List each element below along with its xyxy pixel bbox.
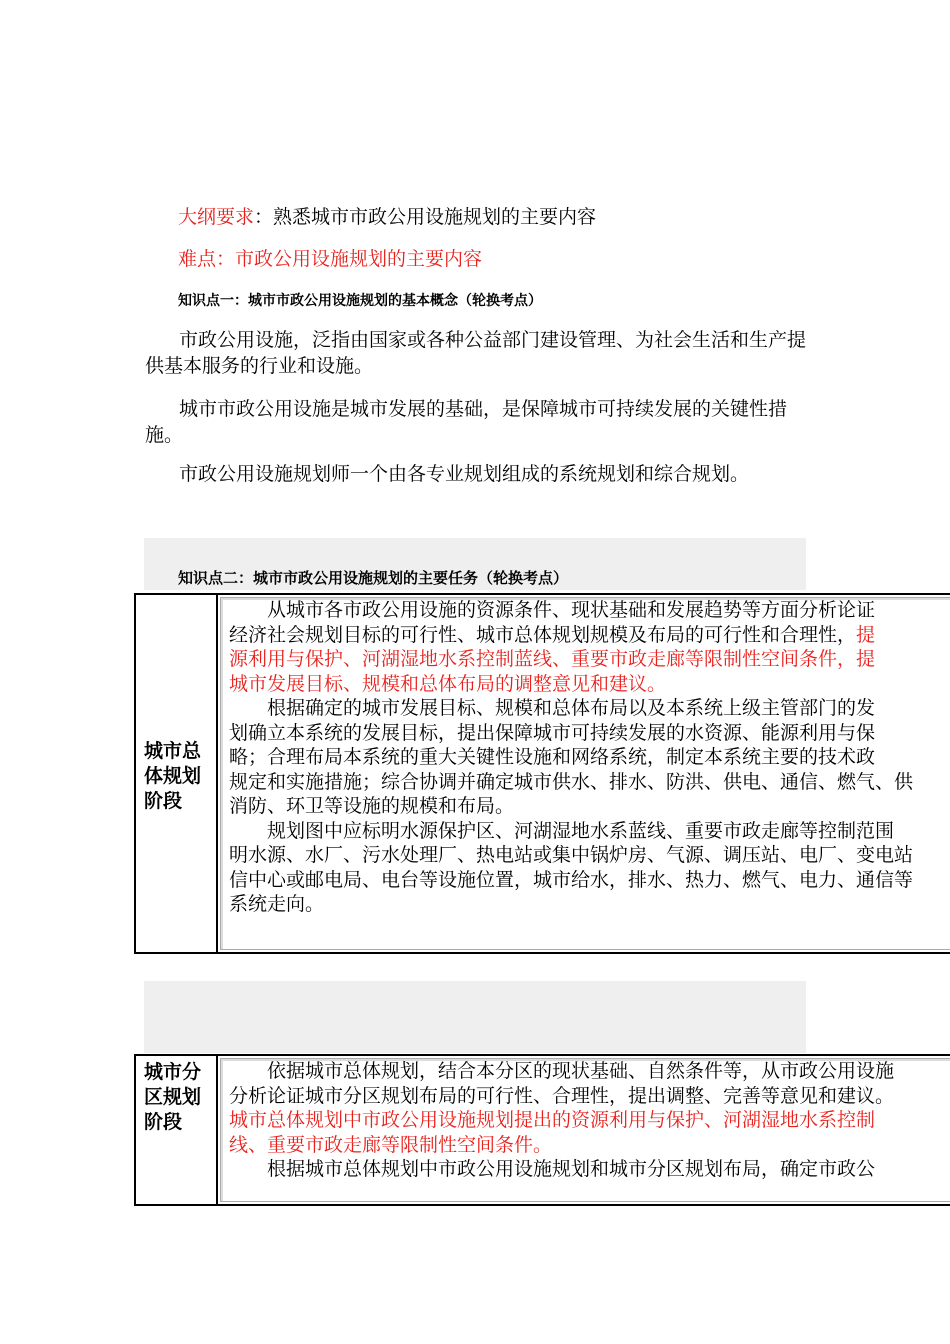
content-line-text: 信中心或邮电局、电台等设施位置，城市给水，排水、热力、燃气、电力、通信等 — [229, 868, 914, 891]
content-line — [221, 868, 950, 893]
syllabus-text: 熟悉城市市政公用设施规划的主要内容 — [273, 206, 597, 228]
content-line — [221, 598, 950, 623]
content-line-text: 经济社会规划目标的可行性、城市总体规划规模及布局的可行性和合理性， — [229, 623, 857, 646]
content-line-text: 根据确定的城市发展目标、规模和总体布局以及本系统上级主管部门的发 — [229, 697, 876, 719]
content-line — [221, 672, 950, 697]
knowledge-point-2-heading: 知识点二：城市市政公用设施规划的主要任务（轮换考点） — [178, 569, 569, 587]
content-line-text: 从城市各市政公用设施的资源条件、现状基础和发展趋势等方面分析论证 — [229, 599, 876, 621]
content-line-text: 依据城市总体规划，结合本分区的现状基础、自然条件等，从市政公用设施 — [229, 1060, 895, 1082]
content-line — [221, 1108, 950, 1133]
content-line-highlight: 源利用与保护、河湖湿地水系控制蓝线、重要市政走廊等限制性空间条件，提 — [229, 648, 876, 670]
kp1-paragraph: 市政公用设施规划师一个由各专业规划组成的系统规划和综合规划。 — [179, 463, 750, 485]
difficulty-line: 难点：市政公用设施规划的主要内容 — [178, 248, 483, 270]
content-line-text: 规划图中应标明水源保护区、河湖湿地水系蓝线、重要市政走廊等控制范围 — [229, 819, 895, 842]
content-line — [221, 1133, 950, 1158]
syllabus-separator: ： — [254, 206, 274, 228]
stage-content-cell — [220, 597, 950, 950]
content-line — [221, 721, 950, 746]
content-line — [221, 1157, 950, 1182]
content-line-text: 根据城市总体规划中市政公用设施规划和城市分区规划布局，确定市政公 — [229, 1158, 876, 1180]
content-line-highlight: 城市总体规划中市政公用设施规划提出的资源利用与保护、河湖湿地水系控制 — [229, 1109, 876, 1131]
kp1-paragraph: 城市市政公用设施是城市发展的基础，是保障城市可持续发展的关键性措施。 — [145, 398, 788, 446]
content-line-text: 划确立本系统的发展目标，提出保障城市可持续发展的水资源、能源利用与保 — [229, 721, 876, 744]
knowledge-point-1-heading: 知识点一：城市市政公用设施规划的基本概念（轮换考点） — [178, 293, 542, 309]
content-line-text: 明水源、水厂、污水处理厂、热电站或集中锅炉房、气源、调压站、电厂、变电站 — [229, 844, 914, 866]
content-line — [221, 843, 950, 868]
district-plan-table — [134, 1054, 950, 1206]
content-line — [221, 1059, 950, 1084]
content-line-text: 分析论证城市分区规划布局的可行性、合理性，提出调整、完善等意见和建议。 — [229, 1084, 895, 1107]
content-line-text: 系统走向。 — [229, 893, 325, 915]
content-line-highlight: 线、重要市政走廊等限制性空间条件。 — [229, 1133, 553, 1156]
syllabus-requirement — [178, 202, 596, 229]
content-line-text: 略；合理布局本系统的重大关键性设施和网络系统，制定本系统主要的技术政 — [229, 746, 876, 768]
content-line — [221, 647, 950, 672]
content-line-highlight: 城市发展目标、规模和总体布局的调整意见和建议。 — [229, 672, 667, 695]
content-line — [221, 745, 950, 770]
shaded-block — [144, 981, 806, 1053]
content-line — [221, 794, 950, 819]
content-line — [221, 819, 950, 844]
syllabus-label: 大纲要求 — [178, 206, 255, 228]
stage-content-cell — [220, 1058, 950, 1202]
content-line-text: 规定和实施措施；综合协调并确定城市供水、排水、防洪、供电、通信、燃气、供 — [229, 770, 914, 793]
content-line-highlight: 提 — [856, 623, 876, 646]
content-line — [221, 623, 950, 648]
kp1-paragraph: 市政公用设施，泛指由国家或各种公益部门建设管理、为社会生活和生产提供基本服务的行业和设施。 — [145, 329, 807, 377]
content-line — [221, 892, 950, 917]
content-line — [221, 696, 950, 721]
content-line — [221, 1084, 950, 1109]
content-line — [221, 770, 950, 795]
stage-label: 城市分区规划阶段 — [136, 1056, 218, 1204]
stage-label: 城市总体规划阶段 — [136, 595, 218, 952]
content-line-text: 消防、环卫等设施的规模和布局。 — [229, 795, 515, 817]
master-plan-table — [134, 593, 950, 954]
